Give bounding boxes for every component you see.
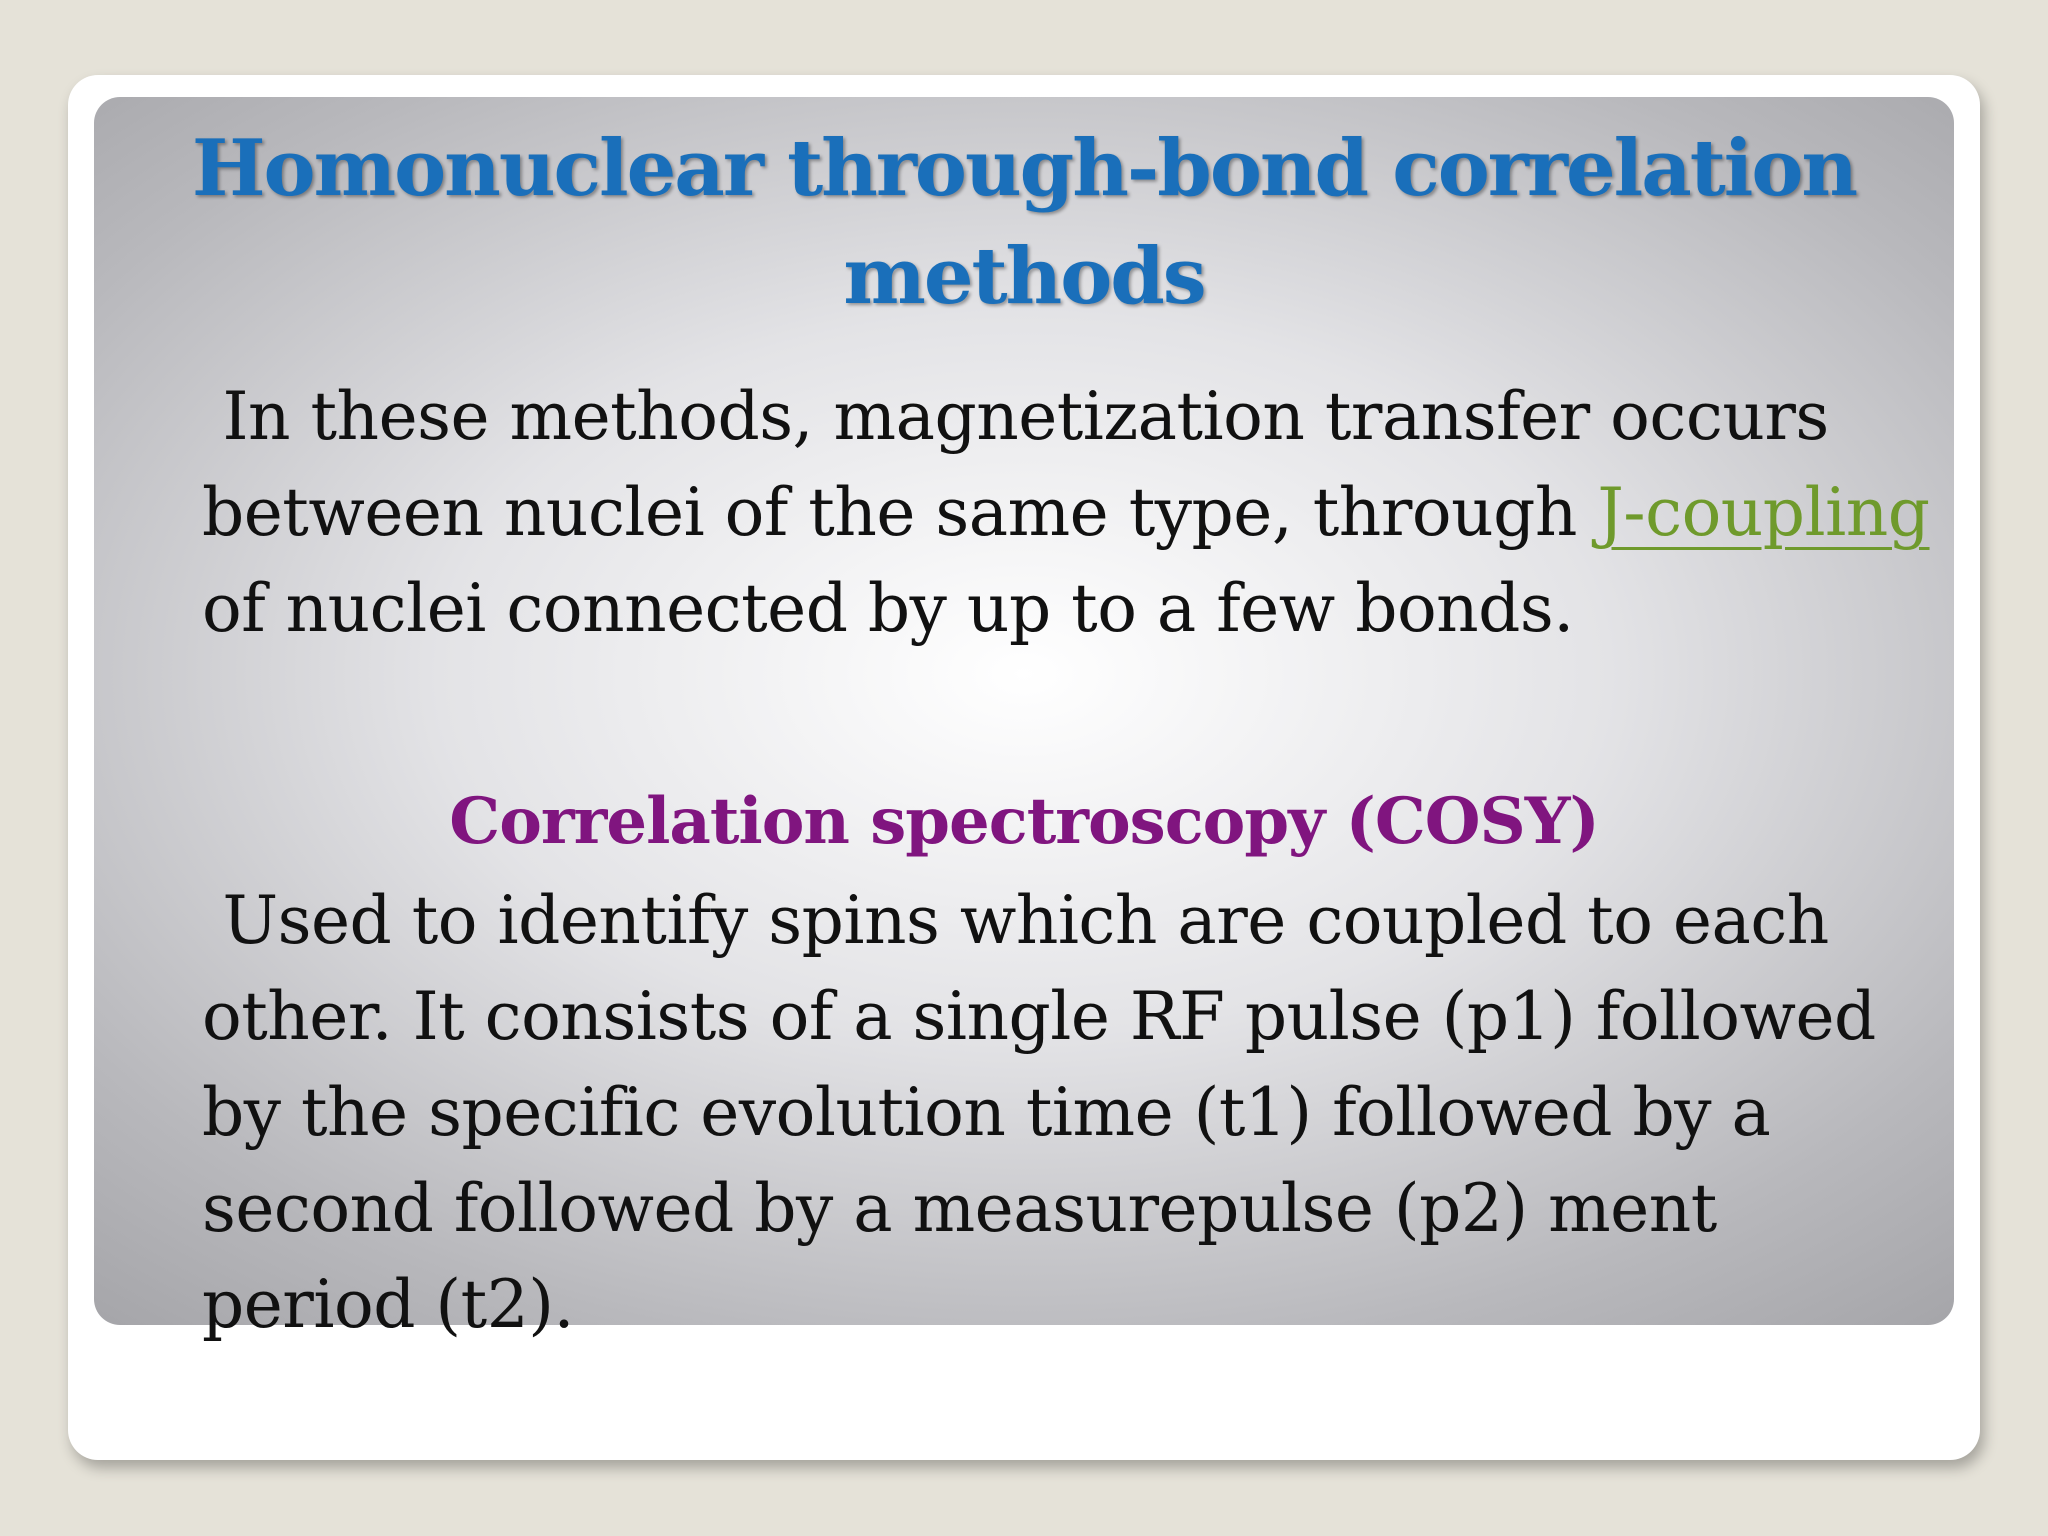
cosy-subheading: Correlation spectroscopy (COSY): [449, 784, 1599, 859]
intro-paragraph: [202, 369, 1932, 657]
cosy-paragraph: Used to identify spins which are coupled to each other. It consists of a single RF pulse (p1) followed by the specific evolution time (t1) followed by a second followed by a measurepulse (p2) ment period (t2).: [202, 882, 1876, 1343]
slide-title: Homonuclear through-bond correlation methods: [191, 123, 1857, 322]
slide-card: [68, 75, 1980, 1460]
content-panel: [94, 97, 1954, 1343]
j-coupling-link[interactable]: J-coupling: [1597, 474, 1930, 551]
intro-text-before-link: In these methods, magnetization transfer occurs between nuclei of the same type, through: [202, 378, 1829, 551]
intro-text-after-link: of nuclei connected by up to a few bonds.: [202, 570, 1574, 647]
